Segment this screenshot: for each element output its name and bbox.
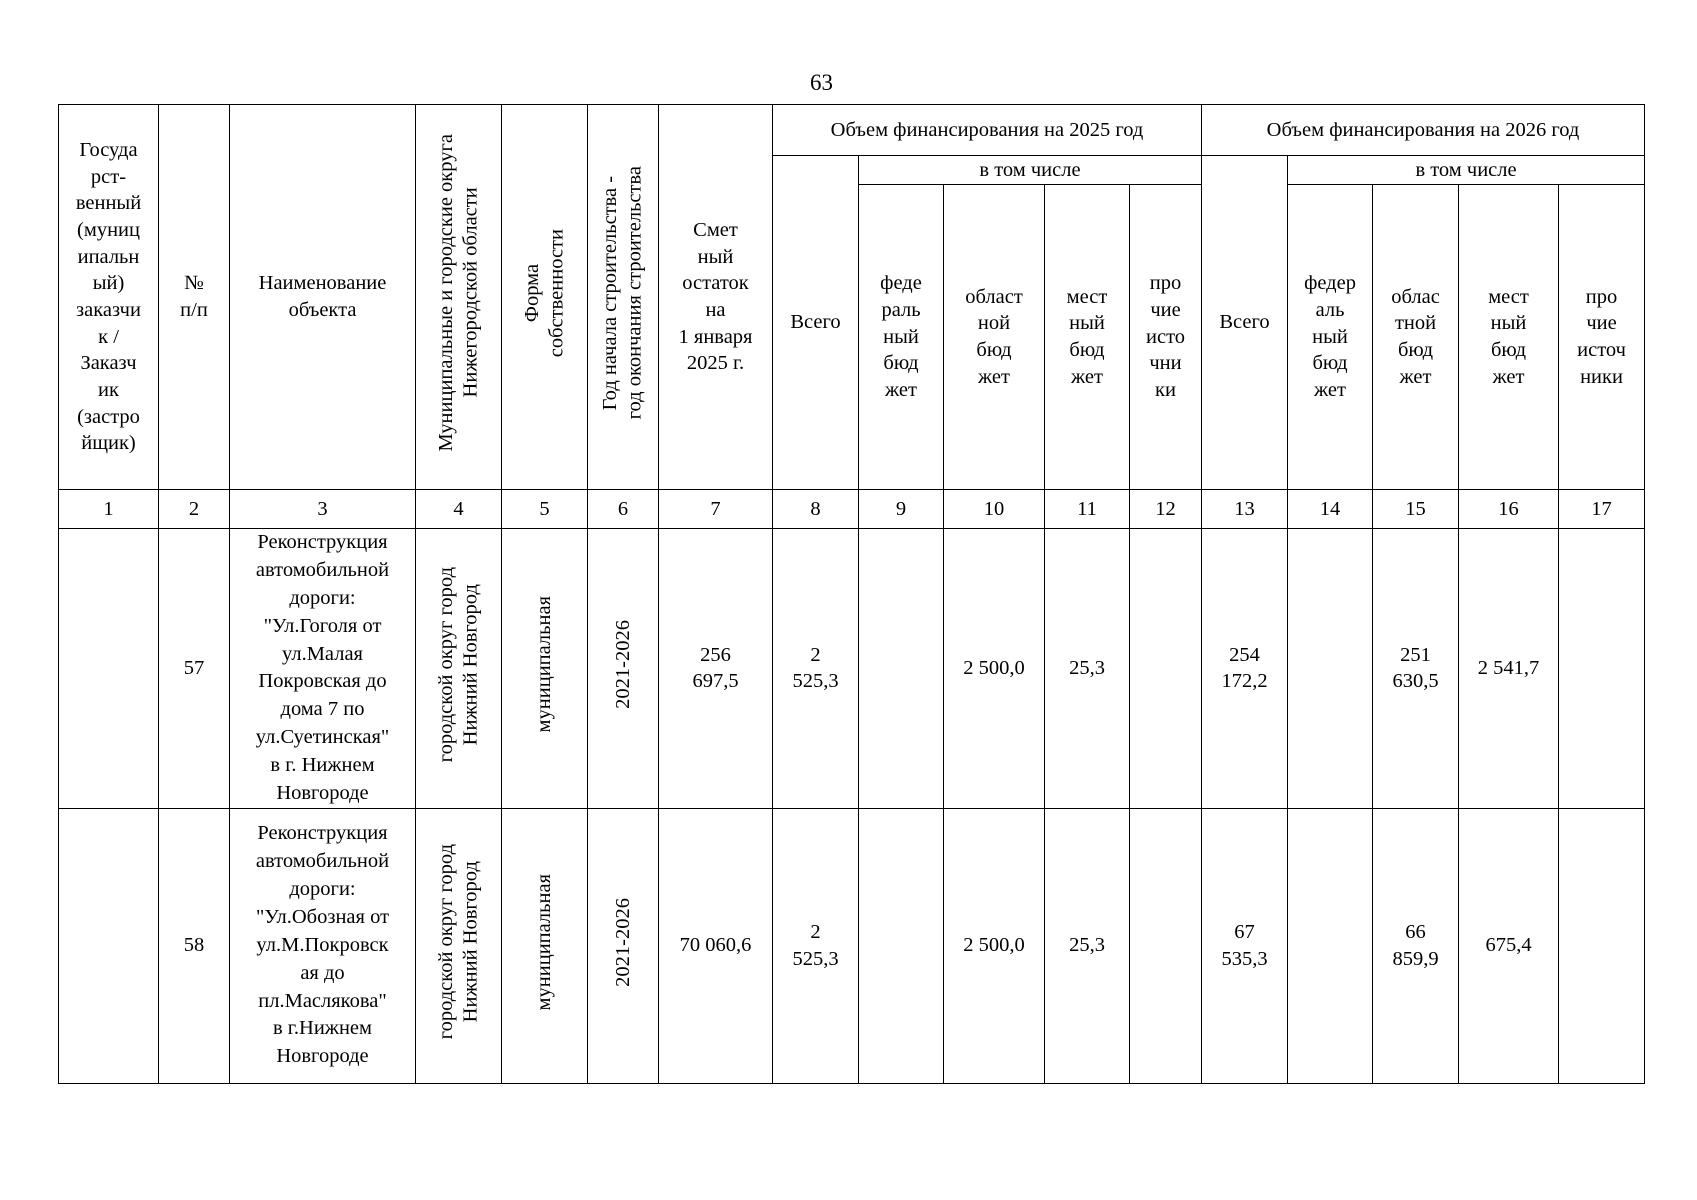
column-number: 10 <box>944 490 1045 529</box>
financing-table <box>58 104 1645 1084</box>
header-including-2025: в том числе <box>859 156 1202 185</box>
column-number: 11 <box>1045 490 1130 529</box>
cell-federal-2025 <box>859 808 944 1083</box>
cell-total-2026: 67 535,3 <box>1202 808 1288 1083</box>
cell-other-2026 <box>1559 808 1645 1083</box>
cell-years: 2021-2026 <box>588 529 659 809</box>
header-customer: Госуда рст- венный (муниц ипальн ый) заказчи к / Заказч ик (застро йщик) <box>59 105 159 490</box>
cell-object-name: Реконструкция автомобильной дороги: "Ул.Обозная от ул.М.Покровск ая до пл.Маслякова" в г.Нижнем Новгороде <box>230 808 416 1083</box>
column-number: 4 <box>416 490 502 529</box>
header-other-2026: про чие источ ники <box>1559 185 1645 490</box>
cell-other-2025 <box>1130 808 1202 1083</box>
cell-customer <box>59 808 159 1083</box>
header-total-2025: Всего <box>773 156 859 490</box>
table-row <box>59 529 1645 809</box>
header-local-2026: мест ный бюд жет <box>1459 185 1559 490</box>
header-group-2025: Объем финансирования на 2025 год <box>773 105 1202 156</box>
cell-regional-2026: 251 630,5 <box>1373 529 1459 809</box>
header-row-1 <box>59 105 1645 156</box>
header-regional-2026: облас тной бюд жет <box>1373 185 1459 490</box>
cell-federal-2026 <box>1288 808 1373 1083</box>
header-including-2026: в том числе <box>1288 156 1645 185</box>
header-other-2025: про чие исто чни ки <box>1130 185 1202 490</box>
cell-total-2025: 2 525,3 <box>773 529 859 809</box>
cell-remainder: 256 697,5 <box>659 529 773 809</box>
header-federal-2026: федер аль ный бюд жет <box>1288 185 1373 490</box>
header-regional-2025: област ной бюд жет <box>944 185 1045 490</box>
column-number: 2 <box>159 490 230 529</box>
cell-federal-2026 <box>1288 529 1373 809</box>
header-total-2026: Всего <box>1202 156 1288 490</box>
header-remainder: Смет ный остаток на 1 января 2025 г. <box>659 105 773 490</box>
cell-ownership: муниципальная <box>502 808 588 1083</box>
cell-district: городской округ город Нижний Новгород <box>416 808 502 1083</box>
cell-regional-2025: 2 500,0 <box>944 529 1045 809</box>
column-number: 3 <box>230 490 416 529</box>
cell-remainder: 70 060,6 <box>659 808 773 1083</box>
column-number: 12 <box>1130 490 1202 529</box>
column-number: 6 <box>588 490 659 529</box>
column-number: 13 <box>1202 490 1288 529</box>
header-district: Муниципальные и городские округа Нижегородской области <box>416 105 502 490</box>
header-object-name: Наименование объекта <box>230 105 416 490</box>
cell-local-2025: 25,3 <box>1045 808 1130 1083</box>
column-number: 8 <box>773 490 859 529</box>
header-years: Год начала строительства - год окончания строительства <box>588 105 659 490</box>
cell-ownership: муниципальная <box>502 529 588 809</box>
cell-regional-2025: 2 500,0 <box>944 808 1045 1083</box>
cell-total-2025: 2 525,3 <box>773 808 859 1083</box>
cell-other-2026 <box>1559 529 1645 809</box>
cell-federal-2025 <box>859 529 944 809</box>
cell-object-name: Реконструкция автомобильной дороги: "Ул.Гоголя от ул.Малая Покровская до дома 7 по ул.Суетинская" в г. Нижнем Новгороде <box>230 529 416 809</box>
column-number: 5 <box>502 490 588 529</box>
cell-district: городской округ город Нижний Новгород <box>416 529 502 809</box>
header-ownership: Форма собственности <box>502 105 588 490</box>
page-number: 63 <box>810 70 833 95</box>
cell-total-2026: 254 172,2 <box>1202 529 1288 809</box>
cell-number: 57 <box>159 529 230 809</box>
column-number: 17 <box>1559 490 1645 529</box>
cell-local-2025: 25,3 <box>1045 529 1130 809</box>
cell-other-2025 <box>1130 529 1202 809</box>
cell-number: 58 <box>159 808 230 1083</box>
cell-local-2026: 675,4 <box>1459 808 1559 1083</box>
column-number: 1 <box>59 490 159 529</box>
cell-years: 2021-2026 <box>588 808 659 1083</box>
column-number-row <box>59 490 1645 529</box>
cell-regional-2026: 66 859,9 <box>1373 808 1459 1083</box>
table-row <box>59 808 1645 1083</box>
cell-local-2026: 2 541,7 <box>1459 529 1559 809</box>
cell-customer <box>59 529 159 809</box>
column-number: 16 <box>1459 490 1559 529</box>
header-federal-2025: феде раль ный бюд жет <box>859 185 944 490</box>
header-number: № п/п <box>159 105 230 490</box>
column-number: 15 <box>1373 490 1459 529</box>
header-local-2025: мест ный бюд жет <box>1045 185 1130 490</box>
header-group-2026: Объем финансирования на 2026 год <box>1202 105 1645 156</box>
column-number: 14 <box>1288 490 1373 529</box>
column-number: 9 <box>859 490 944 529</box>
column-number: 7 <box>659 490 773 529</box>
